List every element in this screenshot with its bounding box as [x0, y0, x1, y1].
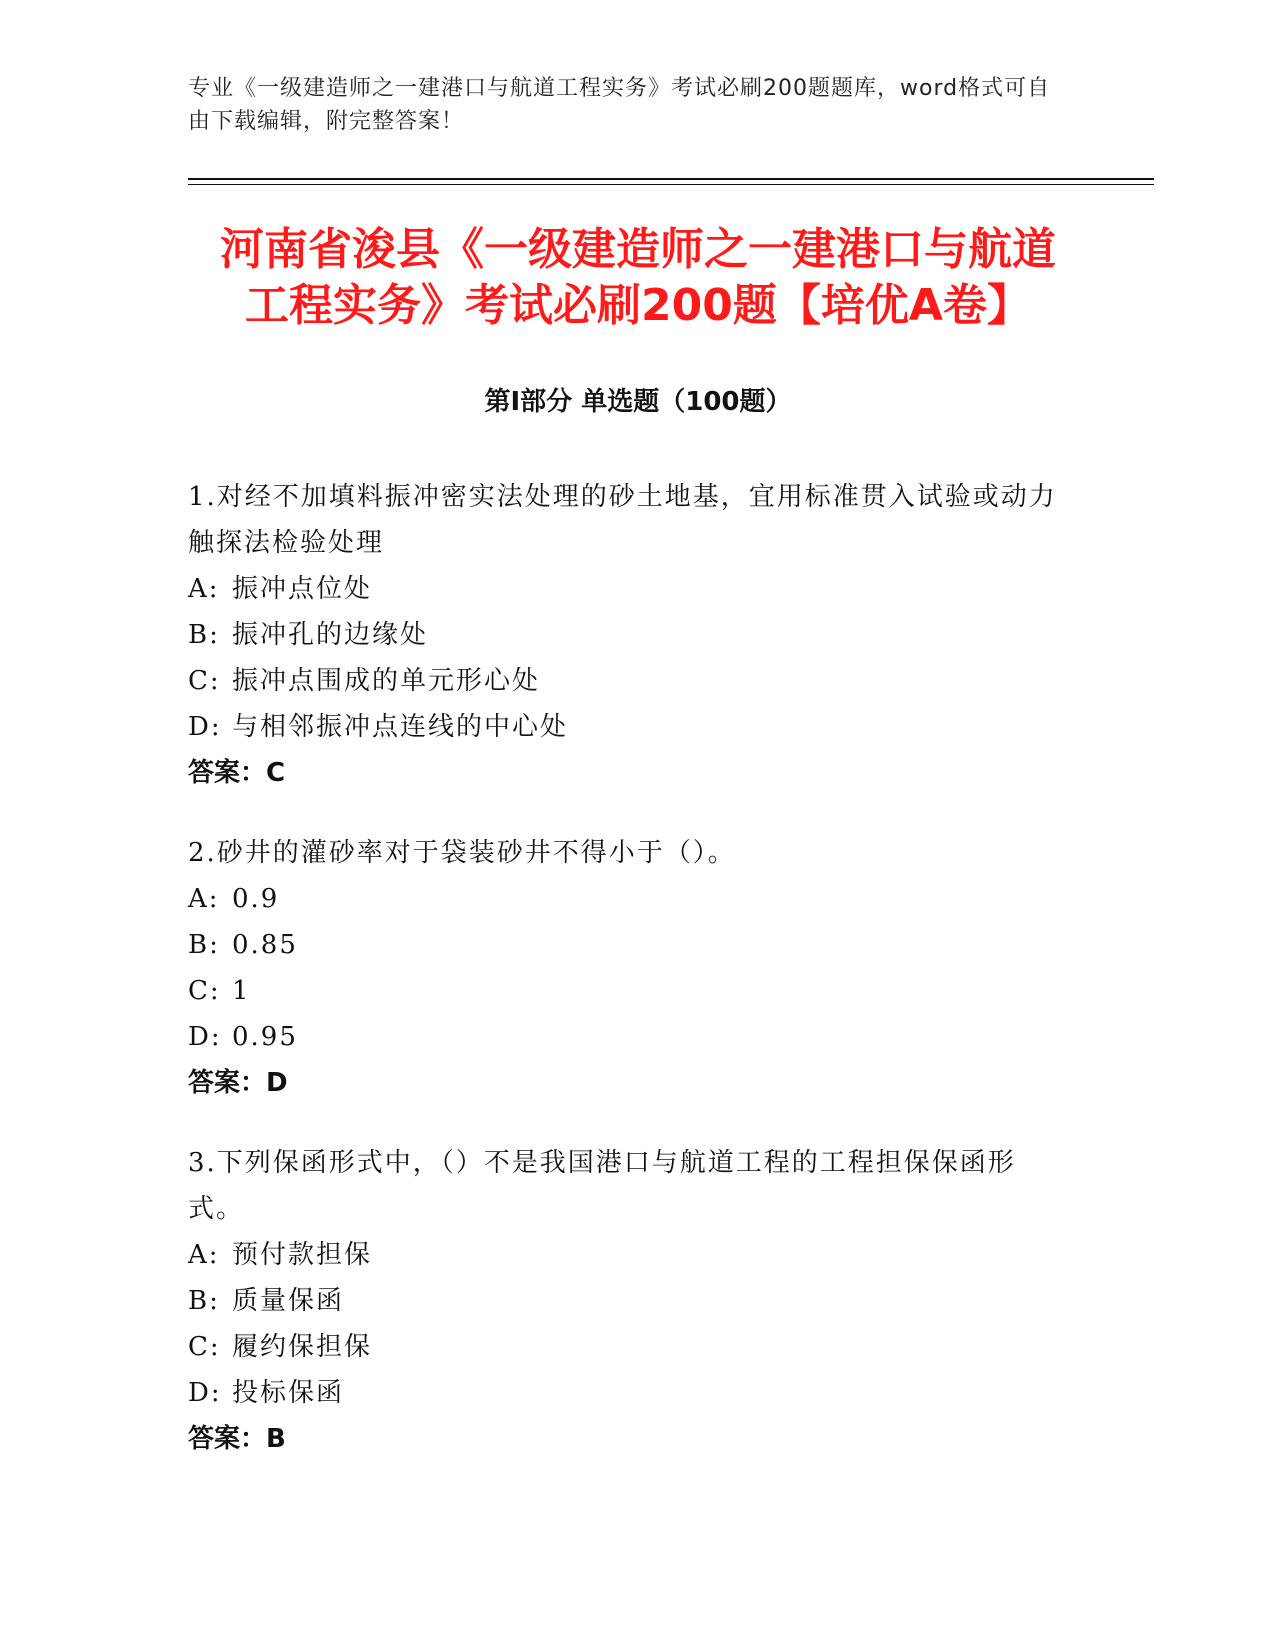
question-list [188, 474, 1068, 1496]
option-key: C: [188, 666, 221, 696]
question-stem: 2.砂井的灌砂率对于袋装砂井不得小于（）。 [188, 838, 736, 868]
question-1 [188, 474, 1068, 796]
question-2 [188, 830, 1068, 1106]
option-key: C: [188, 976, 221, 1006]
option-b [188, 612, 1068, 658]
option-text: 振冲点位处 [232, 574, 373, 604]
option-key: A: [188, 884, 220, 914]
answer: 答案：B [188, 1424, 286, 1454]
option-text: 与相邻振冲点连线的中心处 [232, 712, 569, 742]
option-text: 0.9 [232, 884, 280, 914]
option-a [188, 876, 1068, 922]
option-text: 质量保函 [232, 1286, 345, 1316]
document-title-line-2: 工程实务》考试必刷200题【培优A卷】 [245, 280, 1031, 331]
option-text: 0.85 [232, 930, 298, 960]
question-3 [188, 1140, 1068, 1462]
option-key: C: [188, 1332, 221, 1362]
question-stem: 3.下列保函形式中，（）不是我国港口与航道工程的工程担保保函形式。 [188, 1148, 1016, 1224]
option-a [188, 1232, 1068, 1278]
option-d [188, 704, 1068, 750]
option-d [188, 1370, 1068, 1416]
question-stem: 1.对经不加填料振冲密实法处理的砂土地基，宜用标准贯入试验或动力触探法检验处理 [188, 482, 1057, 558]
option-text: 振冲点围成的单元形心处 [232, 666, 541, 696]
header-note: 专业《一级建造师之一建港口与航道工程实务》考试必刷200题题库，word格式可自由下载编辑，附完整答案！ [188, 76, 1051, 134]
option-text: 预付款担保 [232, 1240, 373, 1270]
option-d [188, 1014, 1068, 1060]
option-key: D: [188, 712, 222, 742]
option-text: 0.95 [232, 1022, 298, 1052]
header-divider-thin [188, 184, 1154, 185]
option-text: 投标保函 [232, 1378, 345, 1408]
option-key: B: [188, 930, 220, 960]
option-b [188, 1278, 1068, 1324]
document-title [188, 222, 1088, 334]
option-text: 振冲孔的边缘处 [232, 620, 429, 650]
option-key: A: [188, 574, 220, 604]
option-key: B: [188, 620, 220, 650]
option-c [188, 968, 1068, 1014]
option-c [188, 1324, 1068, 1370]
section-title: 第Ⅰ部分 单选题（100题） [484, 387, 792, 417]
option-key: B: [188, 1286, 220, 1316]
option-key: A: [188, 1240, 220, 1270]
option-text: 1 [232, 976, 251, 1006]
header-divider-thick [188, 178, 1154, 180]
document-title-line-1: 河南省浚县《一级建造师之一建港口与航道 [220, 224, 1056, 275]
answer: 答案：D [188, 1068, 288, 1098]
option-a [188, 566, 1068, 612]
option-text: 履约保担保 [232, 1332, 373, 1362]
option-key: D: [188, 1378, 222, 1408]
option-b [188, 922, 1068, 968]
answer: 答案：C [188, 758, 286, 788]
option-key: D: [188, 1022, 222, 1052]
option-c [188, 658, 1068, 704]
